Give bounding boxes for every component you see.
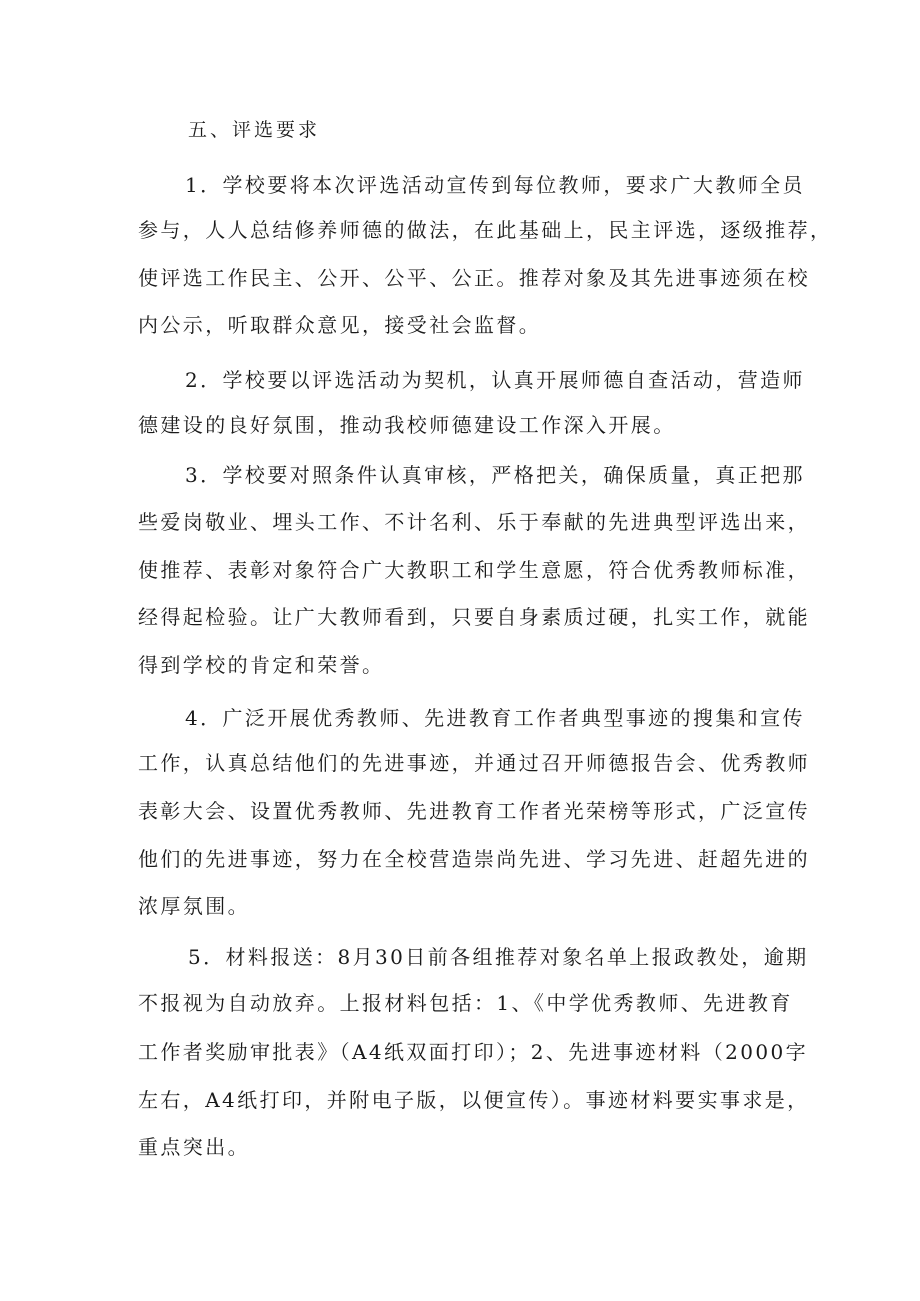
paragraph-4-line-5: 浓厚氛围。 (138, 894, 250, 918)
paragraph-5-line-2: 不报视为自动放弃。上报材料包括：1、《中学优秀教师、先进教育 (138, 991, 793, 1015)
paragraph-5-line-4: 左右，A4纸打印，并附电子版，以便宣传）。事迹材料要实事求是， (138, 1088, 810, 1112)
paragraph-3-line-5: 得到学校的肯定和荣誉。 (138, 653, 385, 677)
paragraph-4-line-4: 他们的先进事迹，努力在全校营造崇尚先进、学习先进、赶超先进的 (138, 847, 810, 871)
paragraph-2-line-1: 2．学校要以评选活动为契机，认真开展师德自查活动，营造师 (185, 368, 805, 392)
paragraph-5-line-3: 工作者奖励审批表》（A4纸双面打印）；2、先进事迹材料（2000字 (138, 1040, 808, 1064)
paragraph-2-line-2: 德建设的良好氛围，推动我校师德建设工作深入开展。 (138, 413, 676, 437)
paragraph-5-line-1: 5．材料报送：8月30日前各组推荐对象名单上报政教处，逾期 (188, 945, 809, 969)
paragraph-4-line-1: 4．广泛开展优秀教师、先进教育工作者典型事迹的搜集和宣传 (185, 706, 805, 730)
paragraph-3-line-4: 经得起检验。让广大教师看到，只要自身素质过硬，扎实工作，就能 (138, 605, 810, 629)
paragraph-1-line-1: 1．学校要将本次评选活动宣传到每位教师，要求广大教师全员 (185, 173, 805, 197)
paragraph-3-line-3: 使推荐、表彰对象符合广大教职工和学生意愿，符合优秀教师标准， (138, 558, 810, 582)
paragraph-3-line-2: 些爱岗敬业、埋头工作、不计名利、乐于奉献的先进典型评选出来， (138, 510, 810, 534)
paragraph-1-line-4: 内公示，听取群众意见，接受社会监督。 (138, 313, 542, 337)
section-heading: 五、评选要求 (188, 119, 321, 141)
paragraph-5-line-5: 重点突出。 (138, 1135, 250, 1159)
paragraph-1-line-2: 参与，人人总结修养师德的做法，在此基础上，民主评选，逐级推荐， (138, 218, 833, 242)
paragraph-1-line-3: 使评选工作民主、公开、公平、公正。推荐对象及其先进事迹须在校 (138, 266, 810, 290)
paragraph-4-line-2: 工作，认真总结他们的先进事迹，并通过召开师德报告会、优秀教师 (138, 751, 810, 775)
paragraph-3-line-1: 3．学校要对照条件认真审核，严格把关，确保质量，真正把那 (185, 463, 805, 487)
paragraph-4-line-3: 表彰大会、设置优秀教师、先进教育工作者光荣榜等形式，广泛宣传 (138, 799, 810, 823)
